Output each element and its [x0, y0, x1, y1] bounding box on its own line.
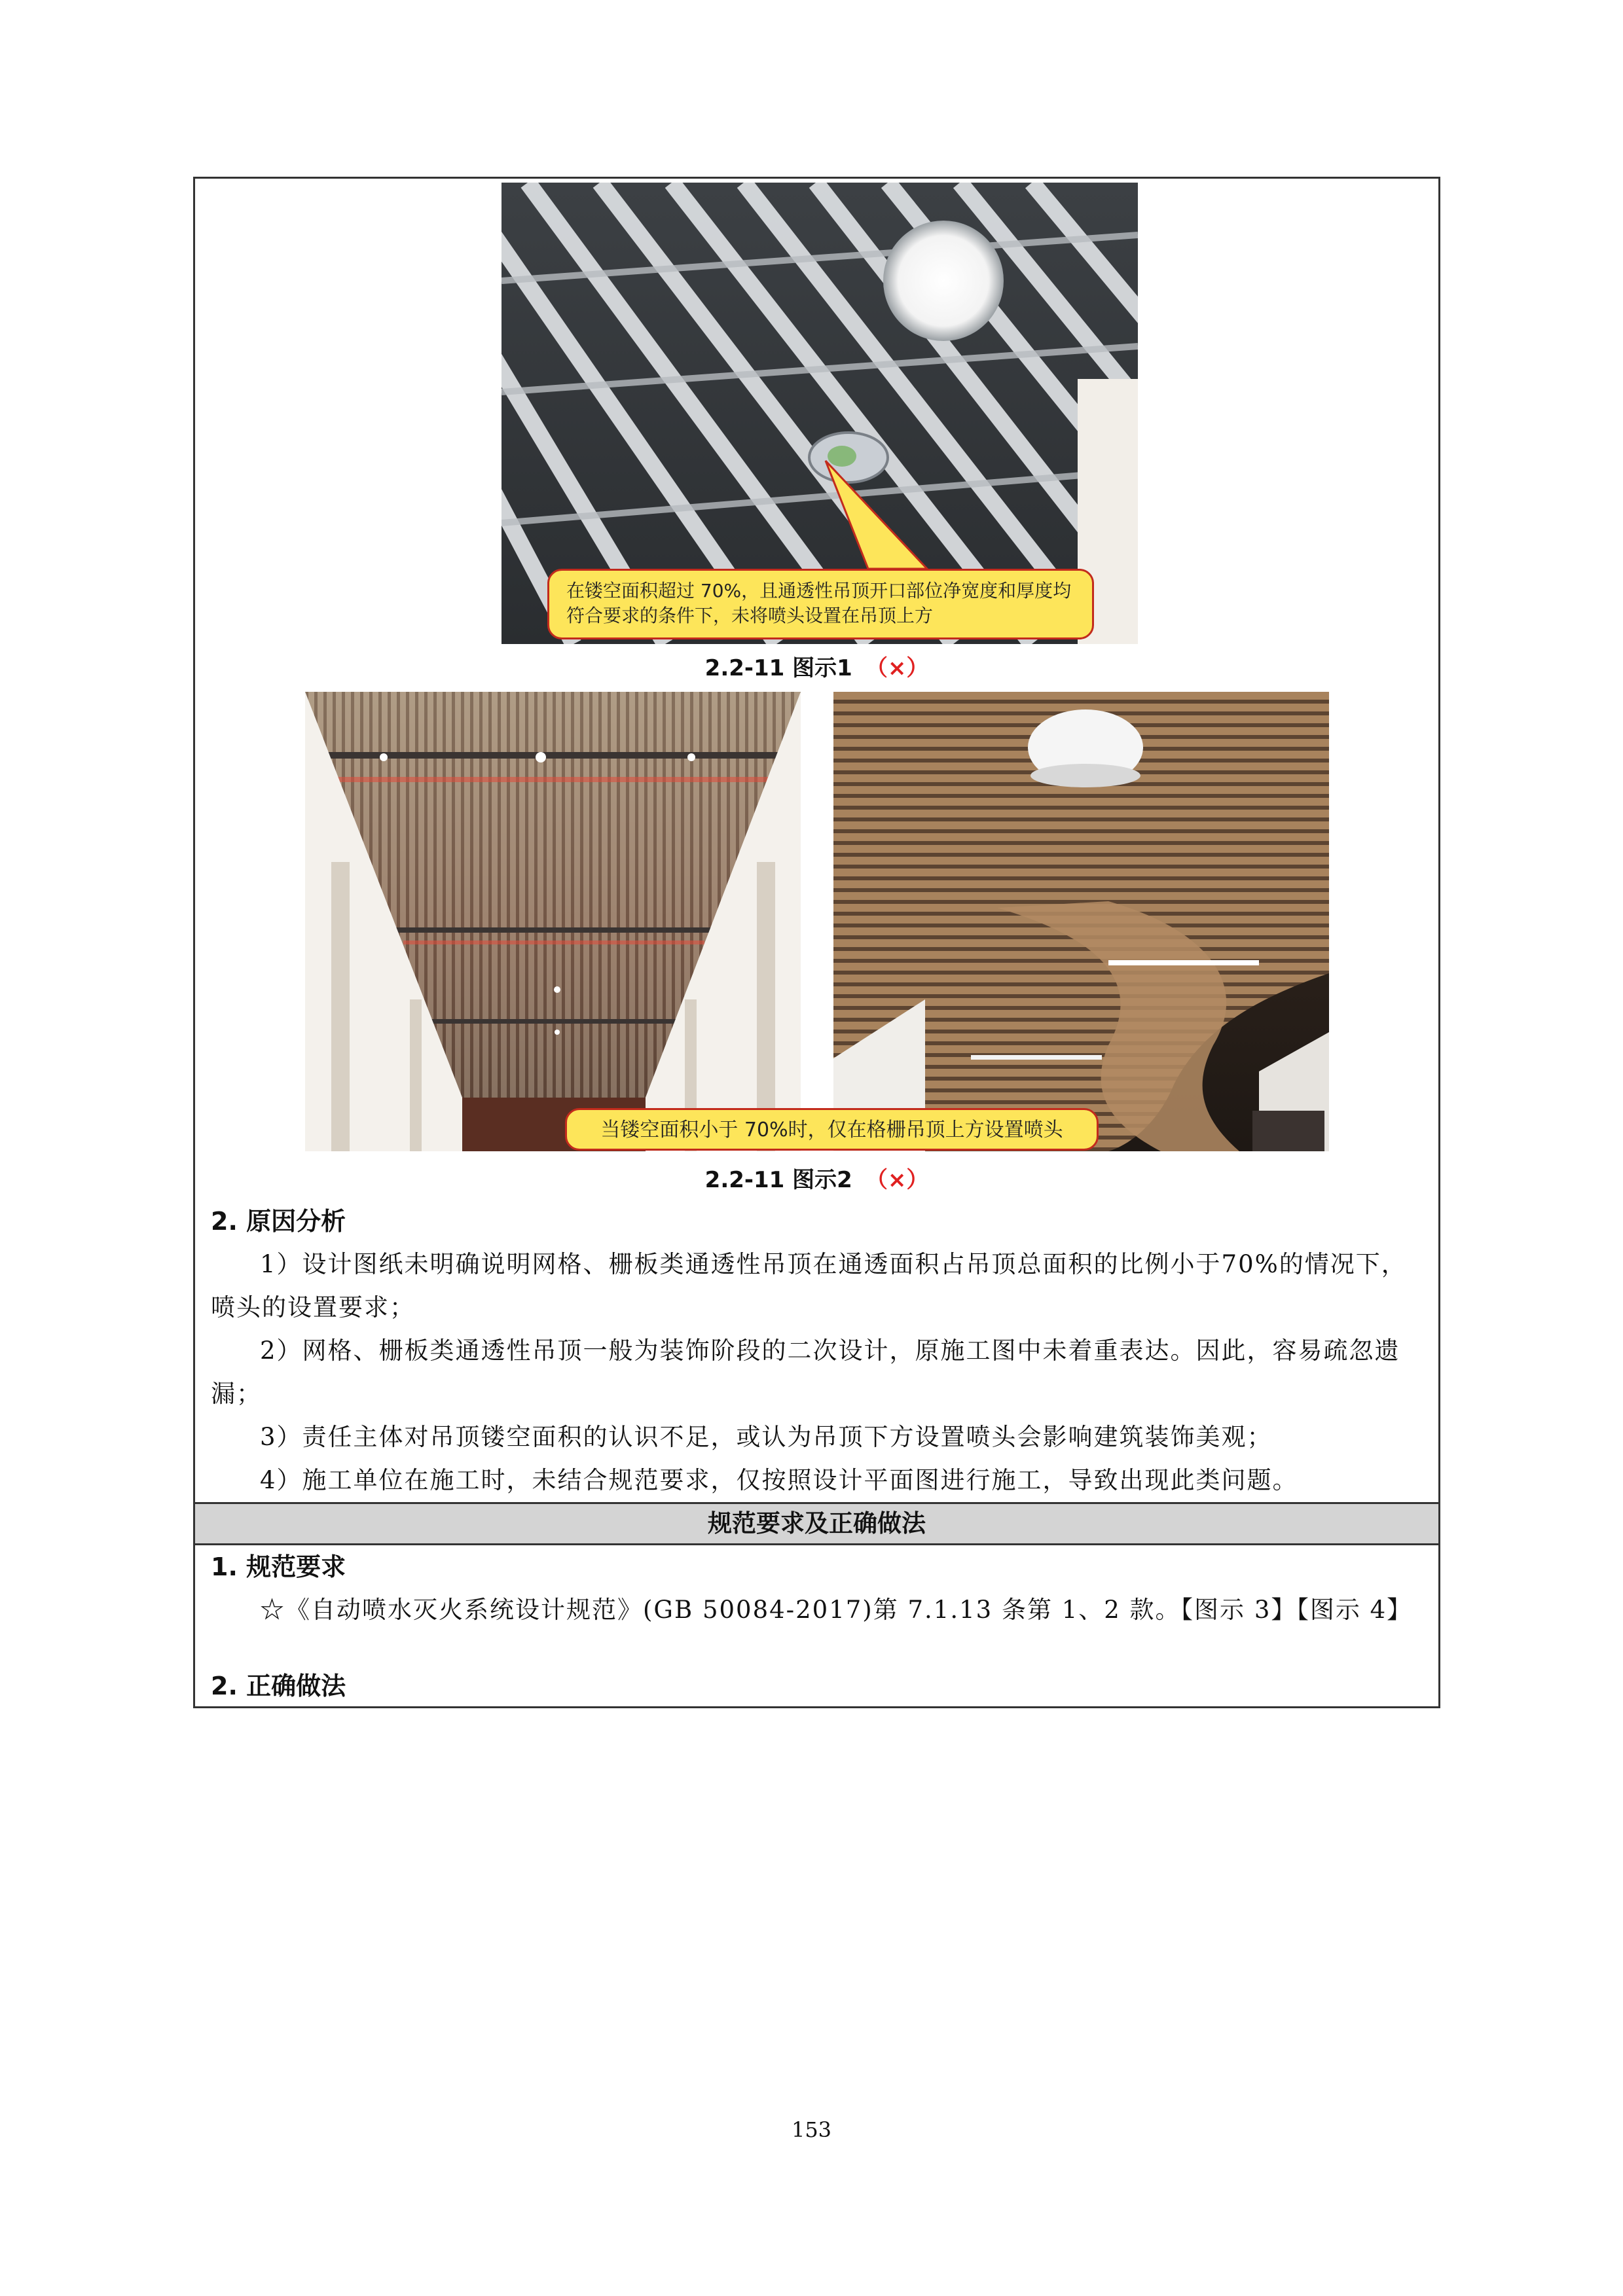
- corridor-grille-photo: [305, 692, 801, 1151]
- cause-item-1: 1）设计图纸未明确说明网格、栅板类通透性吊顶在通透面积占吊顶总面积的比例小于70%的情况下，喷头的设置要求；: [211, 1250, 1407, 1321]
- figure1-caption: 2.2-11 图示1 （×）: [704, 655, 929, 681]
- spec-text: ☆《自动喷水灭火系统设计规范》(GB 50084-2017)第 7.1.13 条第 1、2 款。【图示 3】【图示 4】: [260, 1596, 1413, 1624]
- figure2-left-photo: [305, 692, 801, 1151]
- figure2-caption: 2.2-11 图示2 （×）: [704, 1167, 929, 1193]
- figure1-callout: 在镂空面积超过 70%，且通透性吊顶开口部位净宽度和厚度均符合要求的条件下，未将喷头设置在吊顶上方: [547, 569, 1094, 639]
- figure1-photo: [501, 183, 1138, 644]
- cause-item-3: 3）责任主体对吊顶镂空面积的认识不足，或认为吊顶下方设置喷头会影响建筑装饰美观；: [260, 1423, 1273, 1451]
- cause-item-4: 4）施工单位在施工时，未结合规范要求，仅按照设计平面图进行施工，导致出现此类问题。: [260, 1466, 1298, 1494]
- cause-item-2: 2）网格、栅板类通透性吊顶一般为装饰阶段的二次设计，原施工图中未着重表达。因此，容易疏忽遗漏；: [211, 1336, 1400, 1408]
- correct-heading: 2. 正确做法: [211, 1672, 346, 1700]
- figure2-right-photo: [833, 692, 1329, 1151]
- wood-slat-ceiling-photo: [833, 692, 1329, 1151]
- section-bar: 规范要求及正确做法: [195, 1502, 1438, 1545]
- figure2-callout: 当镂空面积小于 70%时，仅在格栅吊顶上方设置喷头: [565, 1108, 1099, 1151]
- content-frame: [193, 177, 1440, 1708]
- spec-heading: 1. 规范要求: [211, 1552, 346, 1581]
- page-number: 153: [791, 2117, 832, 2142]
- cause-heading: 2. 原因分析: [211, 1207, 346, 1236]
